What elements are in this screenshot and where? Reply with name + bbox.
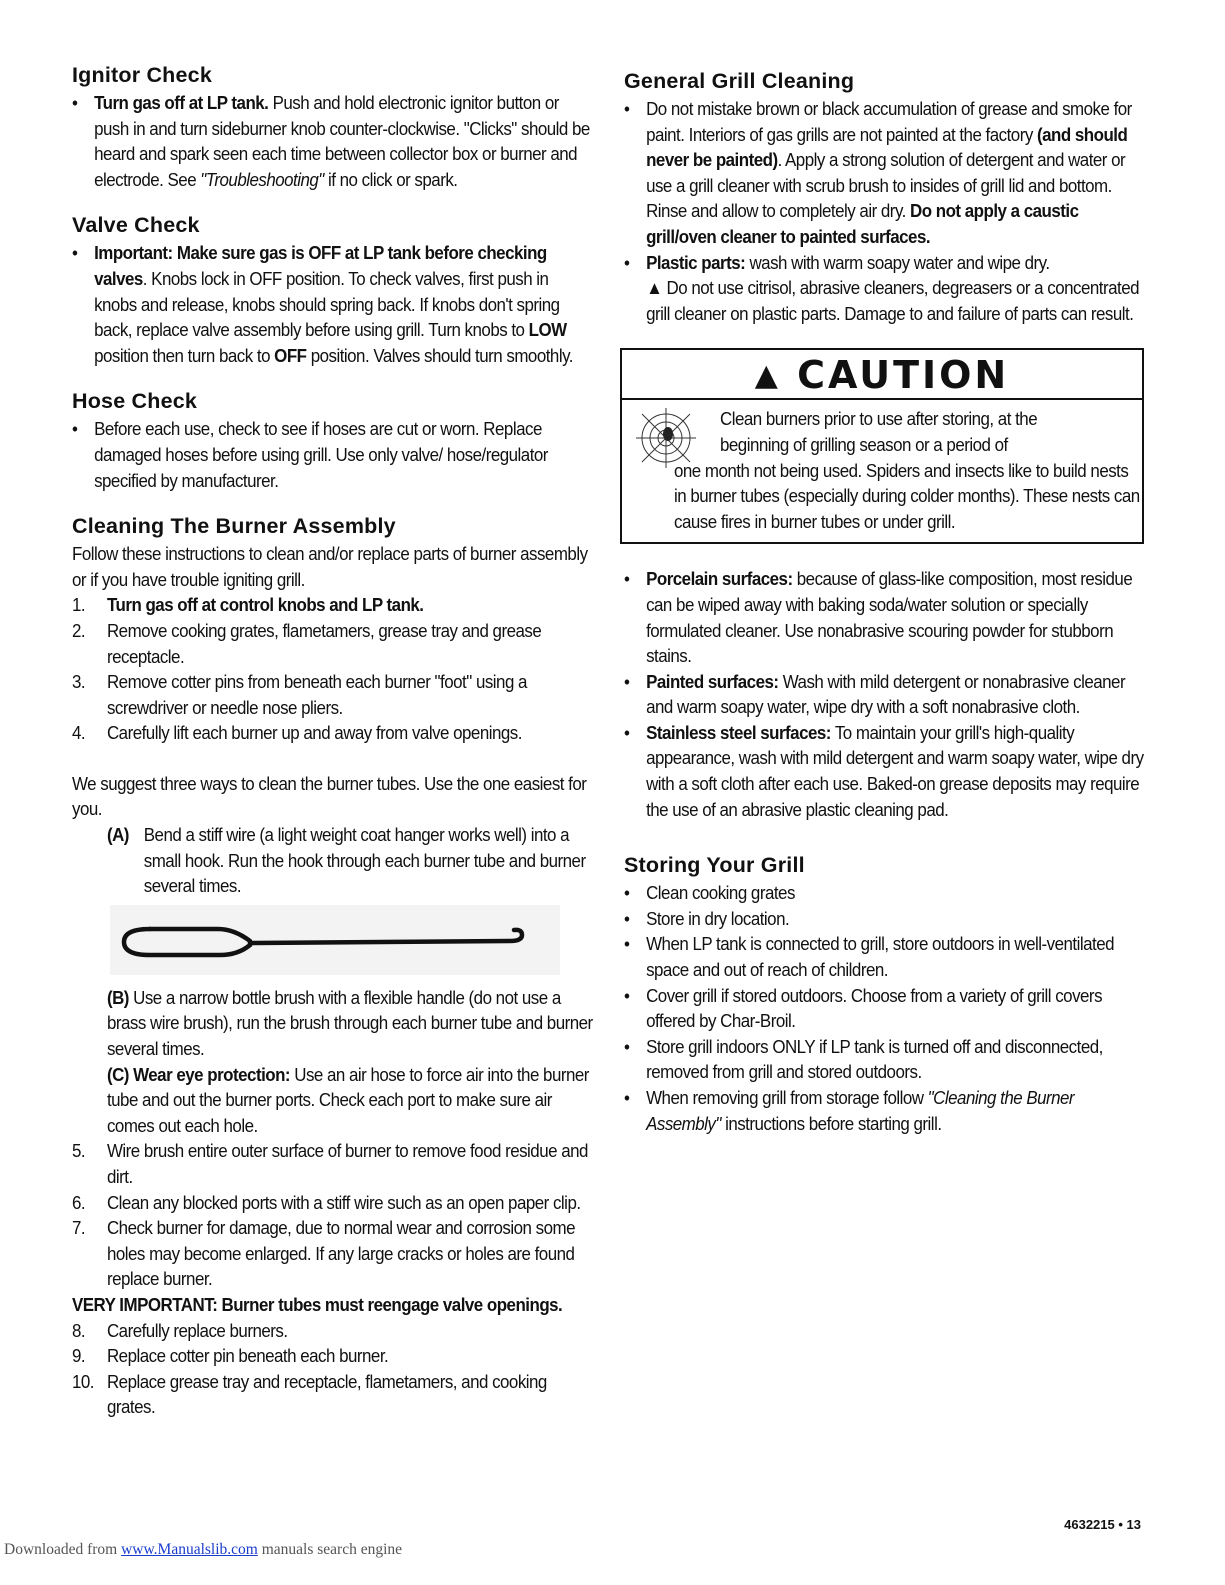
option-b (72, 985, 595, 1062)
caution-line-1: Clean burners prior to use after storing, at the (720, 408, 1038, 430)
step-1 (72, 592, 595, 618)
porcelain-bullet (624, 566, 1147, 668)
step-text: Remove cooking grates, flametamers, grease tray and grease receptacle. (106, 619, 542, 667)
plastic-parts-bold: Plastic parts: (646, 251, 746, 273)
painted-bold: Painted surfaces: (646, 670, 779, 692)
valve-text-1: . Knobs lock in OFF position. To check valves, first push in knobs and release, knobs should spring back. If knobs don't spring back, replace valve assembly before using grill. Turn knobs to (94, 267, 560, 341)
ignitor-text: Push and hold electronic ignitor button or push in and turn sideburner knob counter-clockwise. "Clicks" should be heard and spark seen each time between collector box or burner and electrode. See (94, 92, 590, 190)
step-text: Carefully replace burners. (106, 1319, 288, 1341)
plastic-text-1: wash with warm soapy water and wipe dry. (745, 251, 1050, 273)
valve-bullet (72, 240, 595, 368)
right-column (624, 66, 1146, 1136)
storing-item: • Store grill indoors ONLY if LP tank is turned off and disconnected, removed from grill and stored outdoors. (624, 1034, 1147, 1085)
burner-assembly-heading: Cleaning The Burner Assembly (72, 514, 396, 539)
painted-bullet (624, 669, 1147, 720)
step-9 (72, 1343, 595, 1369)
option-c-text: Use an air hose to force air into the burner tube and out the burner ports. Check each port to make sure air comes out each hole. (106, 1063, 589, 1136)
download-prefix: Downloaded from (4, 1541, 122, 1558)
step-2 (72, 618, 595, 669)
step-3 (72, 669, 595, 720)
stainless-bold: Stainless steel surfaces: (646, 721, 831, 743)
step-text: Replace cotter pin beneath each burner. (106, 1345, 389, 1367)
stainless-bullet (624, 720, 1147, 822)
step-number: 2. (72, 619, 86, 641)
left-column (72, 60, 594, 1438)
step-number: 6. (72, 1191, 86, 1213)
step-number: 5. (72, 1140, 86, 1162)
burner-intro: Follow these instructions to clean and/or replace parts of burner assembly or if you have trouble igniting grill. (72, 543, 588, 590)
storing-item: • Cover grill if stored outdoors. Choose from a variety of grill covers offered by Char-Broil. (624, 983, 1147, 1034)
burner-assembly-section (72, 511, 594, 1420)
option-a-label: (A) (106, 824, 129, 846)
plastic-parts-bullet (624, 250, 1147, 327)
general-bullet-1 (624, 96, 1147, 250)
storing-item: • Clean cooking grates (624, 880, 1147, 906)
step-text: Clean any blocked ports with a stiff wire such as an open paper clip. (106, 1191, 581, 1213)
valve-check-heading: Valve Check (72, 213, 200, 238)
step-10 (72, 1369, 595, 1420)
very-important-text: VERY IMPORTANT: Burner tubes must reengage valve openings. (72, 1293, 563, 1315)
valve-text-3: position. Valves should turn smoothly. (306, 344, 573, 366)
ignitor-bold: Turn gas off at LP tank. (94, 92, 269, 113)
step-number: 4. (72, 722, 86, 744)
very-important-note (72, 1292, 595, 1318)
step-number: 9. (72, 1345, 86, 1367)
caution-header (622, 350, 1142, 400)
step-8 (72, 1318, 595, 1344)
step-7 (72, 1215, 595, 1292)
wire-hook-illustration (110, 905, 560, 975)
step-4 (72, 720, 595, 746)
step-number: 3. (72, 671, 86, 693)
valve-check-section (72, 210, 594, 368)
caution-triangle-icon: ▲ (754, 358, 781, 394)
storing-item-last (624, 1085, 1147, 1136)
storing-last-text-1: When removing grill from storage follow (646, 1087, 928, 1108)
step-number: 10. (72, 1370, 95, 1392)
stainless-text: To maintain your grill's high-quality appearance, wash with mild detergent and warm soapy water, wipe dry with a soft cloth after each use. Baked-on grease deposits may require the use of an abrasive plastic cleaning pad. (646, 721, 1144, 820)
ignitor-text-end: if no click or spark. (323, 168, 458, 190)
hose-check-heading: Hose Check (72, 389, 198, 414)
download-suffix: manuals search engine (257, 1541, 403, 1558)
ignitor-bullet (72, 90, 595, 192)
caution-line-2: beginning of grilling season or a period of (720, 433, 1008, 455)
wire-hook-icon (110, 905, 560, 975)
valve-text-2: position then turn back to (94, 344, 275, 366)
caution-rest: one month not being used. Spiders and insects like to build nests in burner tubes (especially during colder months). These nests can cause fires in burner tubes or under grill. (674, 459, 1140, 532)
step-bold: Turn gas off at control knobs and LP tank. (106, 594, 424, 616)
storing-item: • When LP tank is connected to grill, store outdoors in well-ventilated space and out of reach of children. (624, 931, 1147, 982)
storing-item: • Store in dry location. (624, 906, 1147, 932)
general-cleaning-section (624, 66, 1146, 326)
storing-last-text-2: instructions before starting grill. (720, 1112, 942, 1134)
option-b-label: (B) (106, 986, 129, 1008)
storing-section (624, 850, 1146, 1136)
step-text: Wire brush entire outer surface of burner to remove food residue and dirt. (106, 1140, 588, 1187)
step-text: Replace grease tray and receptacle, flametamers, and cooking grates. (106, 1370, 547, 1418)
step-text: Carefully lift each burner up and away from valve openings. (106, 722, 522, 744)
option-a (72, 822, 595, 899)
cleaning-burner-reference: "Cleaning the Burner Assembly" (646, 1087, 1075, 1134)
caution-box (620, 348, 1144, 544)
manualslib-link[interactable]: www.Manualslib.com (121, 1541, 258, 1558)
ignitor-check-section (72, 60, 594, 192)
step-text: Remove cotter pins from beneath each burner "foot" using a screwdriver or needle nose pliers. (106, 671, 527, 718)
option-c-label: (C) Wear eye protection: (106, 1063, 291, 1085)
hose-check-section (72, 386, 594, 493)
valve-bold: Important: Make sure gas is OFF at LP tank before checking valves (94, 242, 547, 289)
porcelain-text: because of glass-like composition, most residue can be wiped away with baking soda/water solution or specially formulated cleaner. Use nonabrasive scouring powder for stubborn stains. (646, 568, 1133, 667)
step-number: 7. (72, 1217, 86, 1239)
step-number: 8. (72, 1319, 86, 1341)
valve-off: OFF (274, 344, 307, 366)
general-text-2: . Apply a strong solution of detergent and water or use a grill cleaner with scrub brush to insides of grill lid and bottom. Rinse and allow to completely air dry. (646, 149, 1126, 222)
caution-label: CAUTION (797, 353, 1010, 398)
porcelain-bold: Porcelain surfaces: (646, 568, 793, 590)
painted-text: Wash with mild detergent or nonabrasive cleaner and warm soapy water, wipe dry with a soft nonabrasive cloth. (646, 670, 1126, 718)
surfaces-section (624, 566, 1147, 822)
plastic-text-2: Do not use citrisol, abrasive cleaners, degreasers or a concentrated grill cleaner on plastic parts. Damage to and failure of parts can result. (646, 277, 1140, 324)
warning-triangle-icon: ▲ (646, 277, 663, 299)
ignitor-check-heading: Ignitor Check (72, 63, 212, 87)
option-b-text: Use a narrow bottle brush with a flexible handle (do not use a brass wire brush), run the brush through each burner tube and burner several times. (106, 986, 593, 1060)
caution-body (622, 400, 1142, 542)
troubleshooting-reference: "Troubleshooting" (200, 168, 324, 190)
step-text: Check burner for damage, due to normal wear and corrosion some holes may become enlarged. If any large cracks or holes are found replace burner. (106, 1217, 575, 1290)
option-c (72, 1062, 595, 1139)
valve-low: LOW (528, 319, 567, 341)
never-painted-bold: (and should never be painted) (646, 123, 1128, 171)
option-a-text: Bend a stiff wire (a light weight coat hanger works well) into a small hook. Run the hook through each burner tube and burner several times. (143, 824, 586, 897)
step-5 (72, 1138, 595, 1189)
step-6 (72, 1190, 595, 1216)
general-cleaning-heading: General Grill Cleaning (624, 69, 855, 93)
hose-bullet: • Before each use, check to see if hoses are cut or worn. Replace damaged hoses before using grill. Use only valve/ hose/regulator specified by manufacturer. (72, 416, 595, 493)
step-number: 1. (72, 594, 86, 616)
caustic-warning-bold: Do not apply a caustic grill/oven cleaner to painted surfaces. (646, 200, 1079, 247)
storing-heading: Storing Your Grill (624, 853, 805, 878)
general-text-1: Do not mistake brown or black accumulation of grease and smoke for paint. Interiors of gas grills are not painted at the factory (646, 98, 1132, 145)
download-footer (4, 1541, 402, 1559)
suggest-text: We suggest three ways to clean the burner tubes. Use the one easiest for you. (72, 772, 587, 820)
page-number: 4632215 • 13 (1064, 1517, 1141, 1532)
